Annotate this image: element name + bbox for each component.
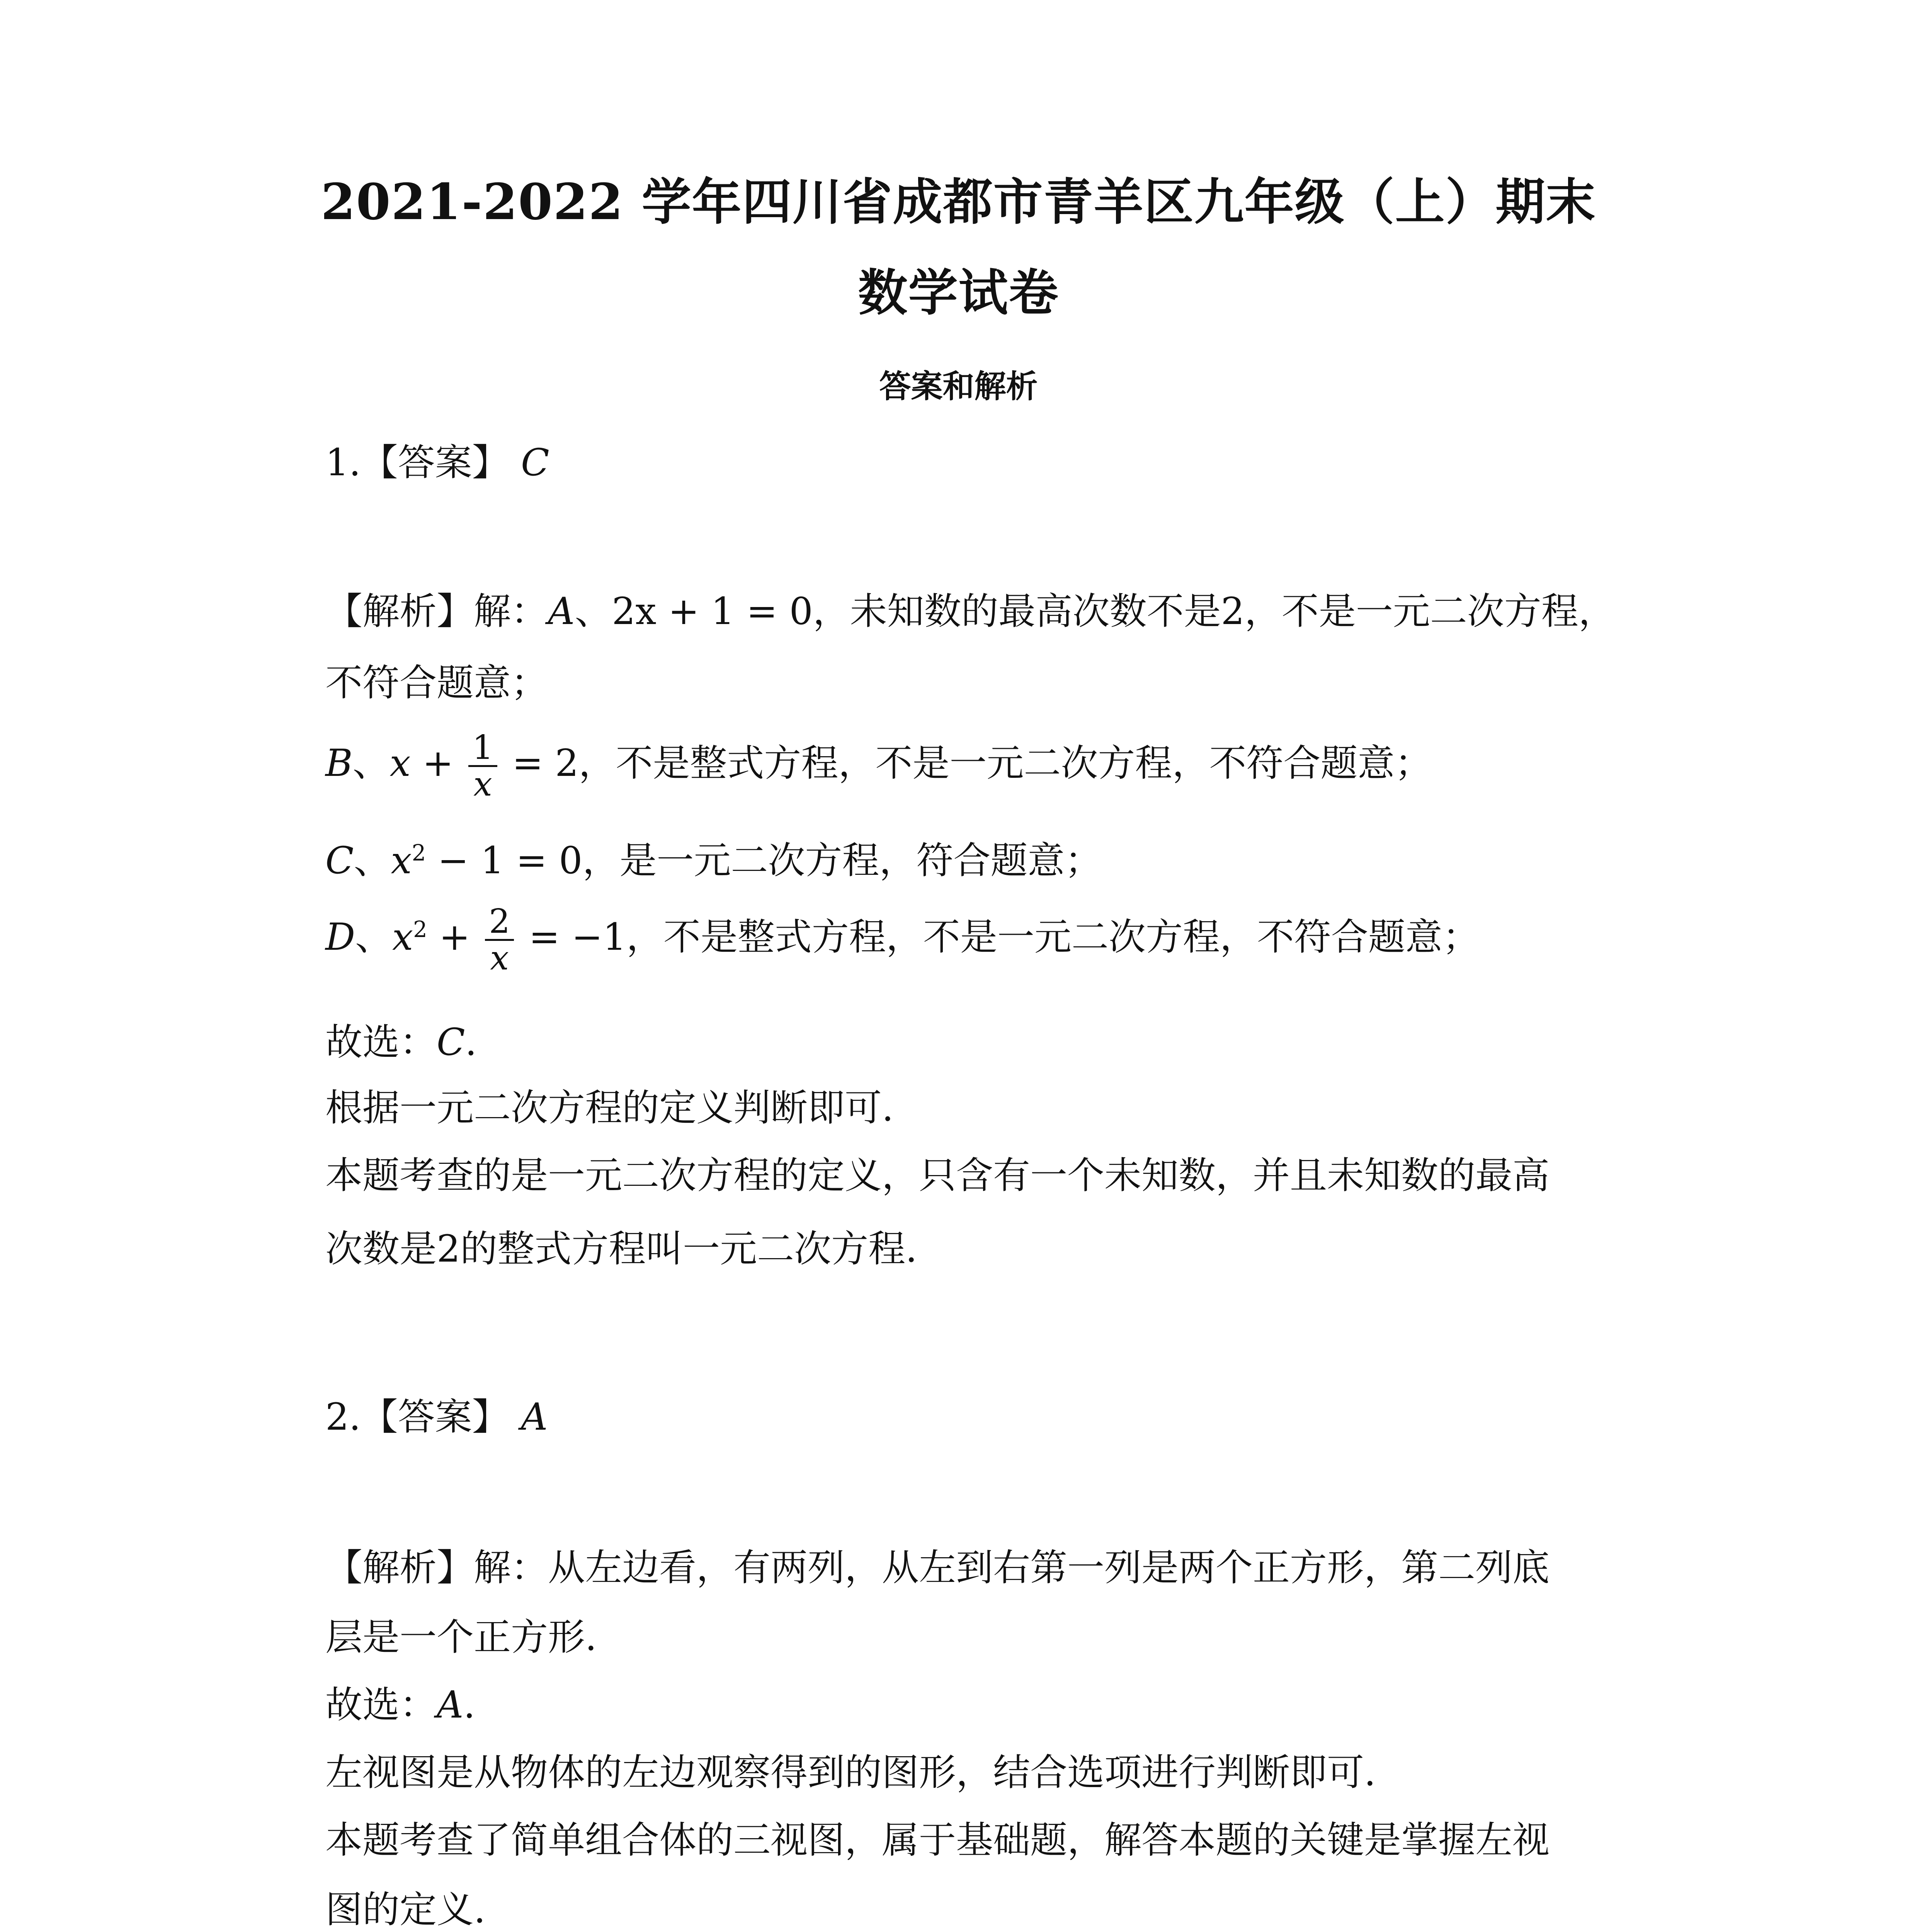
q1-analysis-b [325, 730, 1432, 802]
q1-option-c-x: x [391, 839, 412, 882]
q1-note-2b-post: 的整式方程叫一元二次方程. [460, 1227, 917, 1270]
q1-option-d-numerator: 2 [485, 904, 514, 941]
q1-option-b-letter: B [325, 741, 353, 785]
q1-option-a-equation: 2x + 1 = 0 [612, 590, 813, 633]
title-line-2: 数学试卷 [858, 264, 1059, 322]
q2-choose-value: A [437, 1683, 464, 1726]
q2-note-2b: 图的定义. [325, 1888, 486, 1931]
q1-choose-end: . [465, 1020, 477, 1064]
q2-answer-value: A [521, 1395, 548, 1439]
q1-option-b-numerator: 1 [468, 730, 497, 767]
q2-note-1: 左视图是从物体的左边观察得到的图形，结合选项进行判断即可. [325, 1751, 1376, 1794]
q1-option-d-x: x [392, 915, 413, 959]
q1-option-d-fraction [485, 904, 514, 976]
q2-choose-label: 故选： [325, 1683, 437, 1726]
q1-option-c-letter: C [325, 839, 354, 882]
q2-note-2a: 本题考查了简单组合体的三视图，属于基础题，解答本题的关键是掌握左视 [325, 1818, 1550, 1862]
q1-option-d-exponent: 2 [413, 916, 427, 942]
q1-option-d-rhs: = −1 [517, 915, 626, 959]
q1-option-b-sep: 、 [352, 741, 390, 785]
q1-option-b-plus: + [410, 741, 466, 785]
q1-choose-label: 故选： [325, 1020, 437, 1064]
q1-analysis-label: 【解析】解： [325, 590, 548, 633]
q1-option-b-rhs: = 2 [500, 741, 579, 785]
q2-choose [325, 1683, 475, 1727]
q1-choose [325, 1020, 477, 1065]
q1-choose-value: C [437, 1020, 465, 1064]
q1-option-c-rest: − 1 = 0 [426, 839, 583, 882]
q1-note-2a: 本题考查的是一元二次方程的定义，只含有一个未知数，并且未知数的最高 [325, 1154, 1550, 1197]
q1-note-2b-pre: 次数是 [325, 1227, 437, 1270]
q1-option-a-sep: 、 [575, 590, 612, 633]
q1-option-a-text2: ，不是一元二次方程， [1244, 590, 1616, 633]
q1-option-c-text: ，是一元二次方程，符合题意； [582, 839, 1102, 882]
q1-option-d-plus: + [427, 915, 482, 959]
q2-analysis-text: 从左边看，有两列，从左到右第一列是两个正方形，第二列底 [548, 1546, 1550, 1589]
q2-choose-end: . [463, 1683, 475, 1726]
q1-option-d-text: ，不是整式方程，不是一元二次方程，不符合题意； [626, 915, 1480, 959]
q1-analysis-a [325, 589, 1616, 634]
q2-answer [325, 1395, 548, 1439]
q1-option-a-num: 2 [1221, 590, 1245, 633]
q1-option-c-sep: 、 [354, 839, 391, 882]
q1-option-b-denominator: x [473, 765, 492, 804]
q1-analysis-c [325, 838, 1102, 883]
q2-analysis-line-2: 层是一个正方形. [325, 1616, 597, 1659]
q1-option-c-exponent: 2 [412, 840, 426, 866]
q1-option-d-sep: 、 [355, 915, 392, 959]
q1-answer [325, 440, 549, 485]
q2-analysis-label: 【解析】解： [325, 1546, 548, 1589]
q1-option-d-letter: D [325, 915, 355, 959]
q1-note-2b [325, 1227, 917, 1271]
q1-option-b-x: x [390, 741, 411, 785]
q1-option-b-text: ，不是整式方程，不是一元二次方程，不符合题意； [578, 741, 1432, 785]
q1-answer-label: 1.【答案】 [325, 441, 509, 484]
q1-option-d-denominator: x [490, 939, 509, 978]
q1-analysis-a-cont: 不符合题意； [325, 661, 548, 704]
q1-option-b-fraction [468, 730, 497, 802]
q2-answer-label: 2.【答案】 [325, 1395, 509, 1439]
q1-note-2b-num: 2 [437, 1227, 461, 1270]
q1-answer-value: C [521, 441, 549, 484]
subtitle: 答案和解析 [879, 368, 1038, 405]
q1-note-1: 根据一元二次方程的定义判断即可. [325, 1086, 894, 1129]
q1-option-a-text: ，未知数的最高次数不是 [813, 590, 1221, 633]
title-line-1: 2021-2022 学年四川省成都市青羊区九年级（上）期末 [321, 173, 1596, 231]
q1-option-a-letter: A [548, 590, 575, 633]
q2-analysis-line-1 [325, 1546, 1550, 1590]
q1-analysis-d [325, 904, 1480, 976]
